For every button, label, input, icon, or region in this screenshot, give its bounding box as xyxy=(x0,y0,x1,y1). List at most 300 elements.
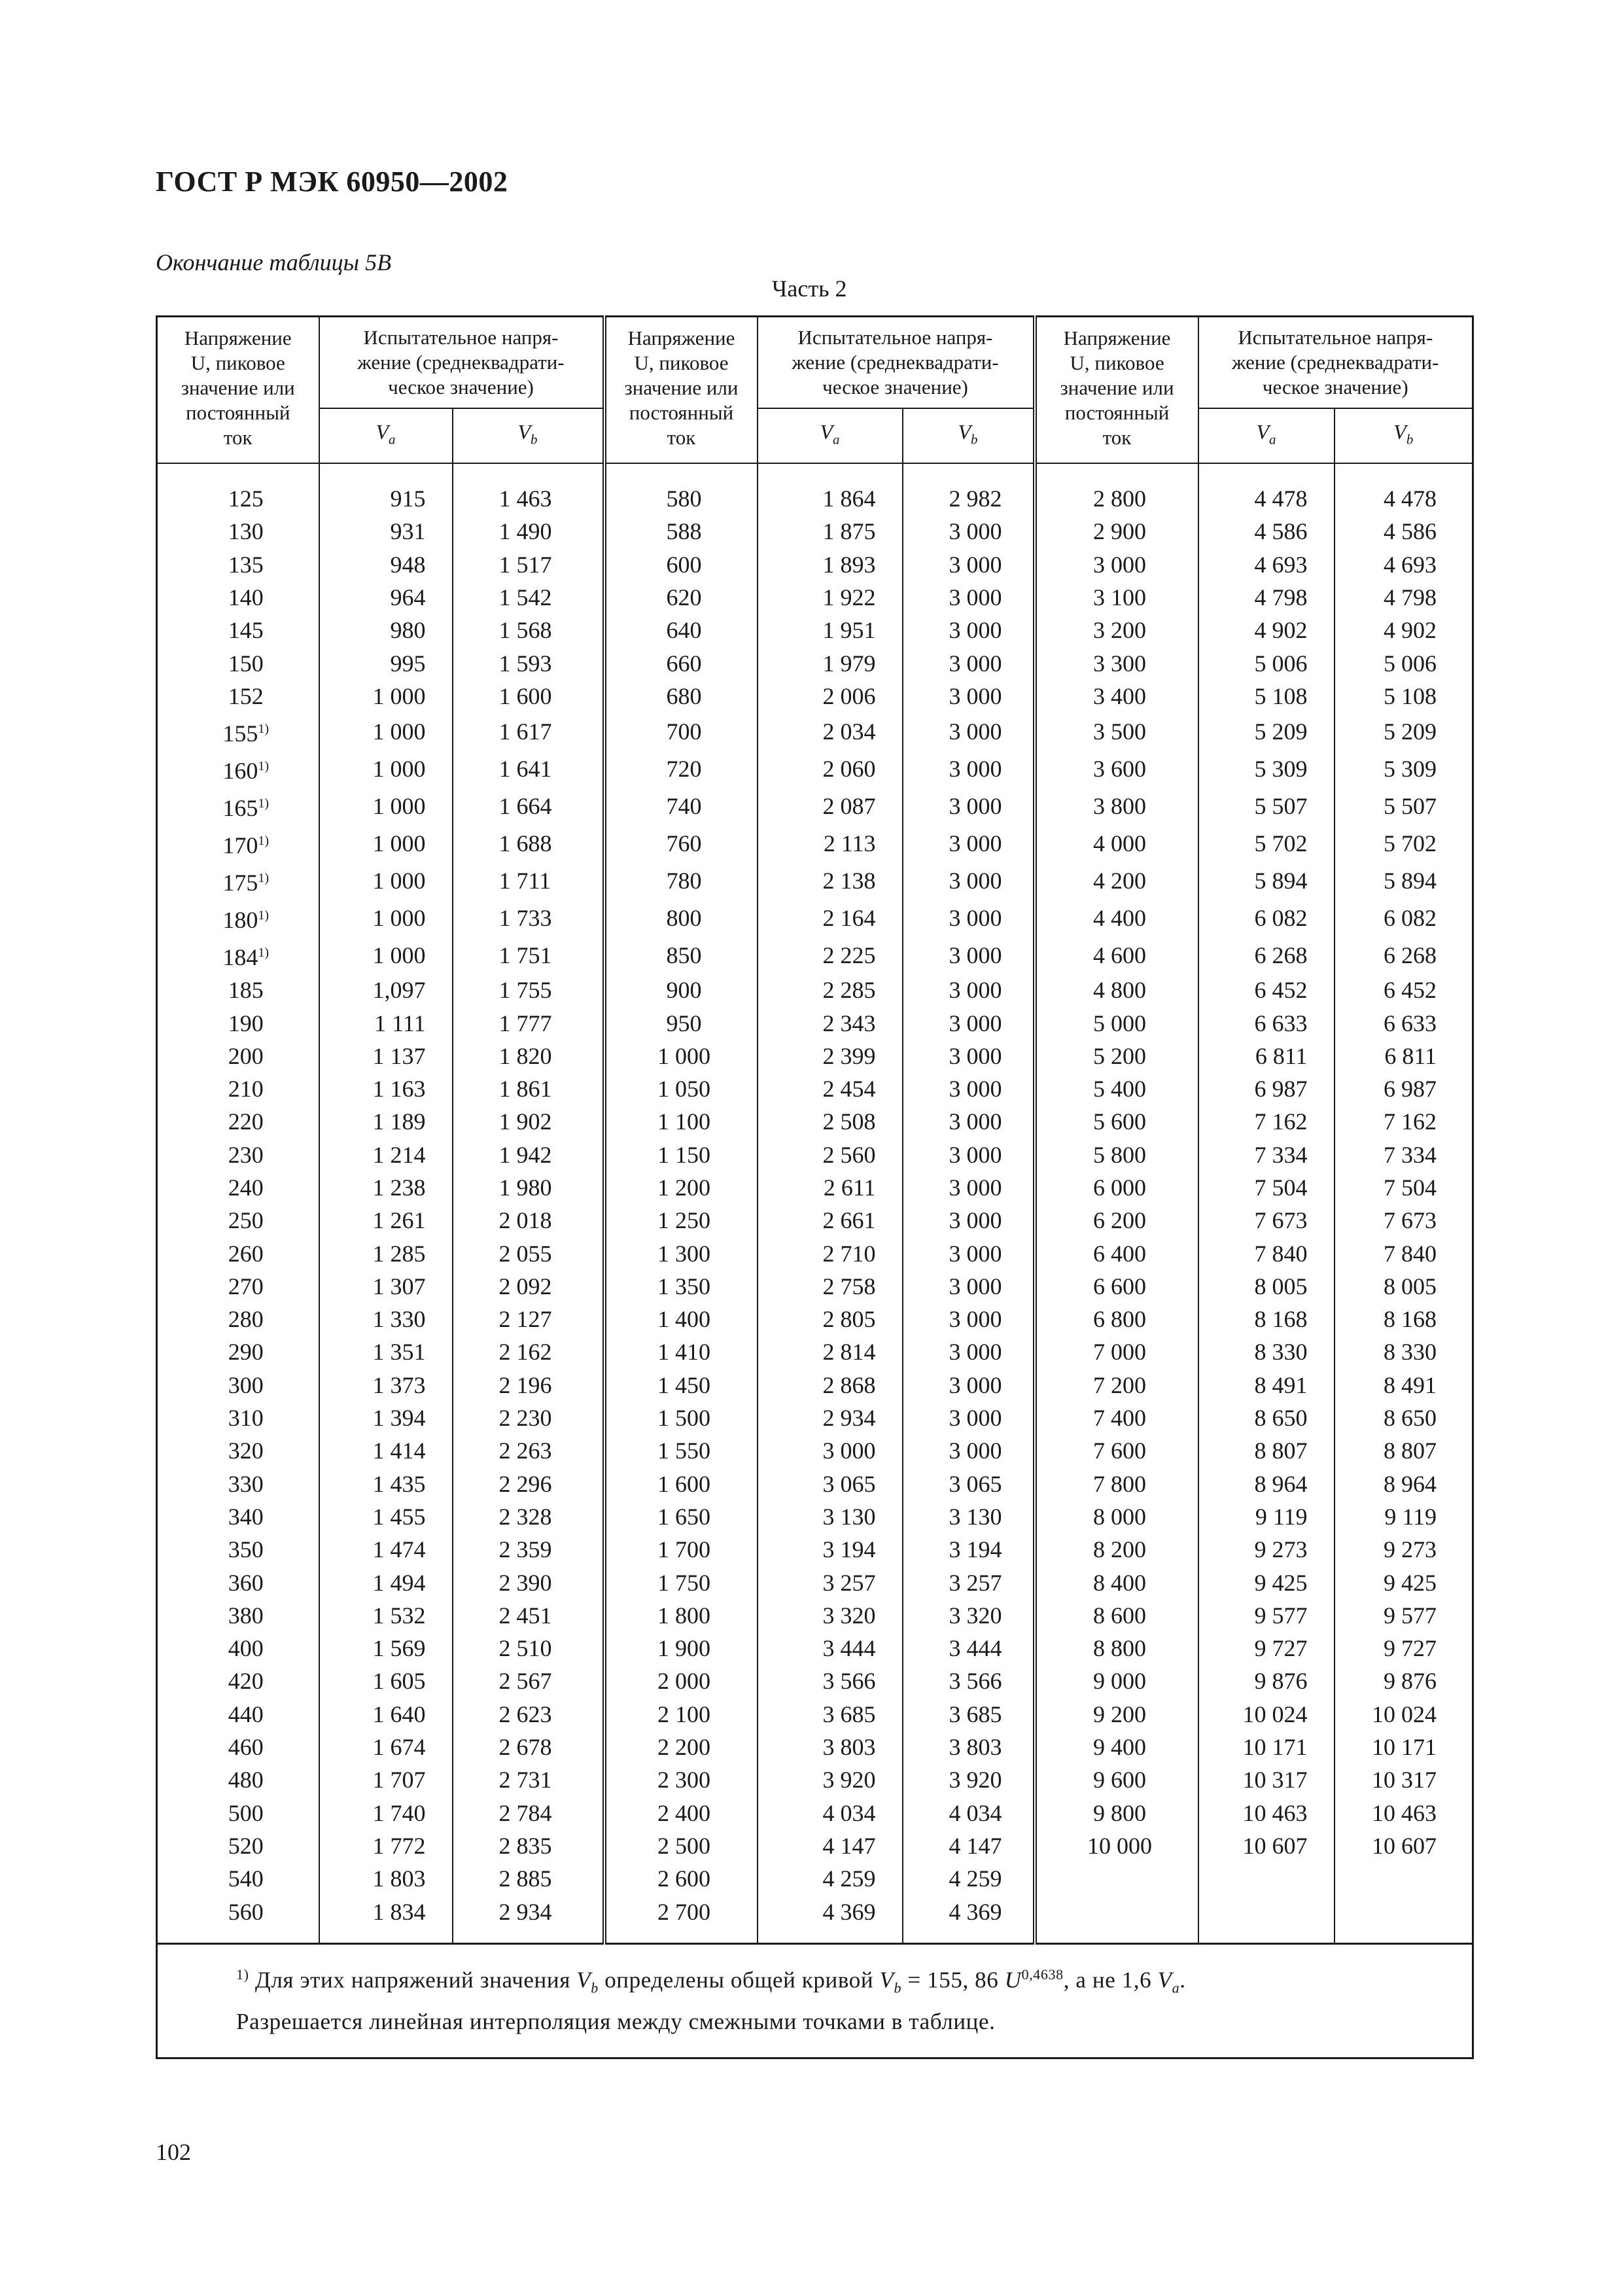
cell-u1: 350 xyxy=(157,1533,319,1566)
cell-u2: 660 xyxy=(604,646,758,679)
cell-vb2: 3 566 xyxy=(903,1665,1035,1697)
cell-va2: 2 661 xyxy=(758,1204,903,1237)
cell-vb1: 2 390 xyxy=(453,1566,604,1598)
cell-vb2: 3 000 xyxy=(903,824,1035,862)
col-header-test-voltage-3: Испытательное напря- жение (среднеквадрати- ческое значение) xyxy=(1198,317,1473,409)
footnote-marker: 1) xyxy=(258,796,270,811)
cell-vb3: 9 425 xyxy=(1335,1566,1473,1598)
cell-vb1: 2 885 xyxy=(453,1862,604,1895)
cell-vb2: 3 000 xyxy=(903,680,1035,713)
cell-vb1: 2 567 xyxy=(453,1665,604,1697)
table-row xyxy=(157,1237,1473,1269)
cell-u3: 5 000 xyxy=(1035,1006,1198,1039)
cell-u3: 3 800 xyxy=(1035,787,1198,824)
cell-vb3: 9 273 xyxy=(1335,1533,1473,1566)
cell-vb2: 3 065 xyxy=(903,1468,1035,1500)
cell-va3: 9 727 xyxy=(1198,1632,1335,1665)
table-row xyxy=(157,1303,1473,1335)
cell-u3: 2 900 xyxy=(1035,515,1198,548)
cell-u2: 2 700 xyxy=(604,1895,758,1928)
cell-u3: 5 400 xyxy=(1035,1072,1198,1105)
table-row xyxy=(157,750,1473,787)
cell-u3: 7 000 xyxy=(1035,1335,1198,1368)
cell-u3: 10 000 xyxy=(1035,1829,1198,1862)
cell-vb3: 10 024 xyxy=(1335,1698,1473,1731)
table-row xyxy=(157,1335,1473,1368)
cell-vb1: 1 593 xyxy=(453,646,604,679)
cell-vb3: 10 607 xyxy=(1335,1829,1473,1862)
cell-u2: 1 300 xyxy=(604,1237,758,1269)
cell-va3: 5 209 xyxy=(1198,713,1335,750)
cell-u3: 3 600 xyxy=(1035,750,1198,787)
cell-va1: 1 189 xyxy=(319,1105,453,1138)
cell-va2: 3 920 xyxy=(758,1763,903,1796)
cell-u1: 420 xyxy=(157,1665,319,1697)
cell-va2: 4 369 xyxy=(758,1895,903,1928)
cell-va1: 1 494 xyxy=(319,1566,453,1598)
cell-va2: 2 060 xyxy=(758,750,903,787)
cell-u3: 6 200 xyxy=(1035,1204,1198,1237)
cell-vb3: 6 452 xyxy=(1335,974,1473,1006)
table-row xyxy=(157,1829,1473,1862)
cell-u2: 2 200 xyxy=(604,1731,758,1763)
cell-vb3: 5 209 xyxy=(1335,713,1473,750)
cell-vb3: 9 876 xyxy=(1335,1665,1473,1697)
cell-u1: 130 xyxy=(157,515,319,548)
cell-u1: 310 xyxy=(157,1402,319,1434)
table-row xyxy=(157,1072,1473,1105)
cell-va2: 2 285 xyxy=(758,974,903,1006)
cell-va2: 2 138 xyxy=(758,862,903,899)
cell-u3: 3 300 xyxy=(1035,646,1198,679)
cell-va3 xyxy=(1198,1862,1335,1895)
table-row xyxy=(157,614,1473,646)
cell-va1: 1 674 xyxy=(319,1731,453,1763)
cell-va3: 10 024 xyxy=(1198,1698,1335,1731)
cell-va2: 2 454 xyxy=(758,1072,903,1105)
cell-u1: 150 xyxy=(157,646,319,679)
cell-u3: 3 200 xyxy=(1035,614,1198,646)
table-row xyxy=(157,1862,1473,1895)
cell-u1: 250 xyxy=(157,1204,319,1237)
cell-vb1: 2 092 xyxy=(453,1270,604,1303)
cell-vb3: 6 987 xyxy=(1335,1072,1473,1105)
cell-vb2: 3 000 xyxy=(903,1335,1035,1368)
cell-u3: 4 200 xyxy=(1035,862,1198,899)
cell-va1: 1 137 xyxy=(319,1040,453,1072)
cell-va1: 964 xyxy=(319,581,453,614)
table-row xyxy=(157,824,1473,862)
cell-va1: 1 803 xyxy=(319,1862,453,1895)
cell-u1: 380 xyxy=(157,1599,319,1632)
table-row xyxy=(157,1632,1473,1665)
cell-vb3: 4 693 xyxy=(1335,548,1473,581)
cell-u3: 9 600 xyxy=(1035,1763,1198,1796)
col-header-vb-3: $V_b$ xyxy=(1335,408,1473,463)
cell-u1: 230 xyxy=(157,1139,319,1171)
cell-va3: 5 309 xyxy=(1198,750,1335,787)
cell-vb2: 3 000 xyxy=(903,1171,1035,1204)
cell-vb3: 10 463 xyxy=(1335,1797,1473,1829)
cell-u1: 330 xyxy=(157,1468,319,1500)
col-header-test-voltage-1: Испытательное напря- жение (среднеквадрати- ческое значение) xyxy=(319,317,604,409)
cell-u1: 184$^{1)}$ xyxy=(157,936,319,974)
cell-va2: 3 444 xyxy=(758,1632,903,1665)
cell-vb1: 1 463 xyxy=(453,482,604,515)
cell-u1: 320 xyxy=(157,1434,319,1467)
cell-u3: 9 200 xyxy=(1035,1698,1198,1731)
cell-u1: 220 xyxy=(157,1105,319,1138)
cell-u3: 6 400 xyxy=(1035,1237,1198,1269)
table-row xyxy=(157,1468,1473,1500)
footnote-marker: 1) xyxy=(258,722,270,737)
cell-vb1: 1 664 xyxy=(453,787,604,824)
footnote-marker: 1) xyxy=(258,759,270,774)
cell-va1: 1 474 xyxy=(319,1533,453,1566)
cell-va1: 1 330 xyxy=(319,1303,453,1335)
cell-va1: 1 000 xyxy=(319,713,453,750)
cell-va1: 1 285 xyxy=(319,1237,453,1269)
cell-u3: 7 400 xyxy=(1035,1402,1198,1434)
cell-vb2: 4 369 xyxy=(903,1895,1035,1928)
table-row xyxy=(157,1599,1473,1632)
cell-vb2: 3 000 xyxy=(903,581,1035,614)
cell-va2: 1 875 xyxy=(758,515,903,548)
cell-vb2: 4 147 xyxy=(903,1829,1035,1862)
cell-va2: 3 000 xyxy=(758,1434,903,1467)
cell-va1: 1 000 xyxy=(319,899,453,936)
table-row xyxy=(157,680,1473,713)
cell-va2: 3 065 xyxy=(758,1468,903,1500)
cell-vb1: 2 296 xyxy=(453,1468,604,1500)
cell-vb2: 3 000 xyxy=(903,1139,1035,1171)
table-row xyxy=(157,862,1473,899)
footnote-line-2: Разрешается линейная интерполяция между смежными точками в таблице. xyxy=(236,2009,996,2035)
cell-vb3: 8 330 xyxy=(1335,1335,1473,1368)
cell-vb2: 3 000 xyxy=(903,1369,1035,1402)
cell-u2: 800 xyxy=(604,899,758,936)
cell-vb1: 1 641 xyxy=(453,750,604,787)
cell-vb2: 3 000 xyxy=(903,646,1035,679)
cell-vb1: 1 568 xyxy=(453,614,604,646)
cell-u3: 6 000 xyxy=(1035,1171,1198,1204)
table-row xyxy=(157,482,1473,515)
cell-u3: 6 600 xyxy=(1035,1270,1198,1303)
cell-vb2: 3 920 xyxy=(903,1763,1035,1796)
cell-vb1: 1 902 xyxy=(453,1105,604,1138)
cell-va2: 2 164 xyxy=(758,899,903,936)
cell-u1: 520 xyxy=(157,1829,319,1862)
cell-vb3: 8 168 xyxy=(1335,1303,1473,1335)
table-row xyxy=(157,713,1473,750)
cell-u2: 1 650 xyxy=(604,1500,758,1533)
cell-va3: 4 586 xyxy=(1198,515,1335,548)
cell-va3: 6 268 xyxy=(1198,936,1335,974)
cell-va1: 1 111 xyxy=(319,1006,453,1039)
cell-va2: 2 034 xyxy=(758,713,903,750)
cell-va3: 6 082 xyxy=(1198,899,1335,936)
table-row xyxy=(157,548,1473,581)
cell-vb1: 2 162 xyxy=(453,1335,604,1368)
cell-vb1: 1 542 xyxy=(453,581,604,614)
cell-vb2: 3 000 xyxy=(903,899,1035,936)
cell-u1: 290 xyxy=(157,1335,319,1368)
cell-u1: 135 xyxy=(157,548,319,581)
document-title: ГОСТ Р МЭК 60950—2002 xyxy=(156,166,508,198)
cell-u2: 1 750 xyxy=(604,1566,758,1598)
cell-u1: 185 xyxy=(157,974,319,1006)
cell-vb3: 9 119 xyxy=(1335,1500,1473,1533)
cell-u2: 700 xyxy=(604,713,758,750)
cell-vb2: 3 000 xyxy=(903,1040,1035,1072)
cell-va1: 1 834 xyxy=(319,1895,453,1928)
cell-vb2: 3 000 xyxy=(903,1402,1035,1434)
cell-u1: 240 xyxy=(157,1171,319,1204)
cell-u3: 3 400 xyxy=(1035,680,1198,713)
cell-vb1: 2 510 xyxy=(453,1632,604,1665)
cell-vb1: 1 861 xyxy=(453,1072,604,1105)
cell-vb2: 3 000 xyxy=(903,936,1035,974)
cell-u1: 260 xyxy=(157,1237,319,1269)
cell-va1: 1 000 xyxy=(319,787,453,824)
table-body xyxy=(157,463,1473,1943)
cell-va3: 7 334 xyxy=(1198,1139,1335,1171)
cell-va1: 1,097 xyxy=(319,974,453,1006)
cell-va3: 8 650 xyxy=(1198,1402,1335,1434)
cell-u2: 760 xyxy=(604,824,758,862)
cell-va1: 1 605 xyxy=(319,1665,453,1697)
cell-vb3: 7 673 xyxy=(1335,1204,1473,1237)
cell-vb1: 1 711 xyxy=(453,862,604,899)
cell-va1: 1 772 xyxy=(319,1829,453,1862)
cell-u1: 480 xyxy=(157,1763,319,1796)
cell-vb1: 2 055 xyxy=(453,1237,604,1269)
col-header-va-2: $V_a$ xyxy=(758,408,903,463)
cell-va3: 9 273 xyxy=(1198,1533,1335,1566)
cell-u1: 140 xyxy=(157,581,319,614)
cell-vb3: 8 650 xyxy=(1335,1402,1473,1434)
table-row xyxy=(157,1402,1473,1434)
cell-vb2: 3 444 xyxy=(903,1632,1035,1665)
cell-vb3: 5 309 xyxy=(1335,750,1473,787)
cell-vb2: 4 259 xyxy=(903,1862,1035,1895)
cell-va1: 1 532 xyxy=(319,1599,453,1632)
cell-vb3: 6 082 xyxy=(1335,899,1473,936)
cell-u3: 4 800 xyxy=(1035,974,1198,1006)
cell-va3: 8 330 xyxy=(1198,1335,1335,1368)
cell-vb2: 3 000 xyxy=(903,1237,1035,1269)
cell-u2: 2 300 xyxy=(604,1763,758,1796)
cell-va1: 931 xyxy=(319,515,453,548)
cell-vb3: 4 902 xyxy=(1335,614,1473,646)
cell-u2: 780 xyxy=(604,862,758,899)
table-row xyxy=(157,1434,1473,1467)
cell-u3: 7 600 xyxy=(1035,1434,1198,1467)
cell-va1: 1 394 xyxy=(319,1402,453,1434)
cell-va2: 2 087 xyxy=(758,787,903,824)
table-caption: Окончание таблицы 5В xyxy=(156,249,392,275)
footnote-marker: 1) xyxy=(258,945,270,961)
cell-u2: 850 xyxy=(604,936,758,974)
cell-u1: 200 xyxy=(157,1040,319,1072)
footnote-marker: 1) xyxy=(258,834,270,849)
cell-vb1: 2 835 xyxy=(453,1829,604,1862)
cell-va3: 8 964 xyxy=(1198,1468,1335,1500)
cell-vb2: 3 000 xyxy=(903,1072,1035,1105)
cell-va3: 4 798 xyxy=(1198,581,1335,614)
cell-vb2: 3 000 xyxy=(903,750,1035,787)
cell-u3: 8 200 xyxy=(1035,1533,1198,1566)
cell-vb3: 6 811 xyxy=(1335,1040,1473,1072)
cell-u2: 2 000 xyxy=(604,1665,758,1697)
cell-va3: 7 840 xyxy=(1198,1237,1335,1269)
cell-u2: 640 xyxy=(604,614,758,646)
cell-va3: 5 006 xyxy=(1198,646,1335,679)
cell-va1: 1 163 xyxy=(319,1072,453,1105)
cell-u1: 165$^{1)}$ xyxy=(157,787,319,824)
cell-va3: 5 894 xyxy=(1198,862,1335,899)
cell-vb3: 6 633 xyxy=(1335,1006,1473,1039)
table-row xyxy=(157,1369,1473,1402)
cell-va2: 3 566 xyxy=(758,1665,903,1697)
cell-u2: 1 200 xyxy=(604,1171,758,1204)
cell-vb1: 2 451 xyxy=(453,1599,604,1632)
cell-u2: 600 xyxy=(604,548,758,581)
cell-u2: 1 700 xyxy=(604,1533,758,1566)
cell-u1: 280 xyxy=(157,1303,319,1335)
cell-va2: 2 934 xyxy=(758,1402,903,1434)
cell-vb1: 2 230 xyxy=(453,1402,604,1434)
cell-va1: 1 640 xyxy=(319,1698,453,1731)
cell-vb2: 3 000 xyxy=(903,713,1035,750)
cell-va3: 10 171 xyxy=(1198,1731,1335,1763)
cell-vb2: 3 000 xyxy=(903,548,1035,581)
cell-u3: 9 400 xyxy=(1035,1731,1198,1763)
cell-vb1: 2 623 xyxy=(453,1698,604,1731)
cell-u3 xyxy=(1035,1862,1198,1895)
cell-vb3: 4 586 xyxy=(1335,515,1473,548)
cell-vb3: 7 504 xyxy=(1335,1171,1473,1204)
cell-va1: 1 238 xyxy=(319,1171,453,1204)
table-row xyxy=(157,1270,1473,1303)
cell-vb3: 7 162 xyxy=(1335,1105,1473,1138)
cell-u1: 145 xyxy=(157,614,319,646)
cell-va3: 6 811 xyxy=(1198,1040,1335,1072)
cell-u3: 8 400 xyxy=(1035,1566,1198,1598)
cell-va2: 2 805 xyxy=(758,1303,903,1335)
cell-va3: 7 504 xyxy=(1198,1171,1335,1204)
cell-va1: 915 xyxy=(319,482,453,515)
cell-vb1: 2 934 xyxy=(453,1895,604,1928)
cell-vb1: 1 490 xyxy=(453,515,604,548)
cell-u2: 1 250 xyxy=(604,1204,758,1237)
table-row xyxy=(157,1895,1473,1928)
cell-va2: 3 194 xyxy=(758,1533,903,1566)
cell-va2: 3 685 xyxy=(758,1698,903,1731)
cell-u3: 4 600 xyxy=(1035,936,1198,974)
cell-va1: 1 000 xyxy=(319,936,453,974)
cell-va2: 4 034 xyxy=(758,1797,903,1829)
cell-vb2: 3 000 xyxy=(903,515,1035,548)
cell-u2: 1 350 xyxy=(604,1270,758,1303)
cell-vb1: 2 196 xyxy=(453,1369,604,1402)
cell-vb3: 9 727 xyxy=(1335,1632,1473,1665)
cell-va2: 1 922 xyxy=(758,581,903,614)
page-number: 102 xyxy=(156,2139,191,2165)
cell-vb2: 3 000 xyxy=(903,1434,1035,1467)
cell-vb2: 3 000 xyxy=(903,787,1035,824)
cell-va2: 2 710 xyxy=(758,1237,903,1269)
cell-u2: 2 500 xyxy=(604,1829,758,1862)
cell-va1: 1 569 xyxy=(319,1632,453,1665)
table-row xyxy=(157,1763,1473,1796)
cell-u3: 8 600 xyxy=(1035,1599,1198,1632)
cell-va3: 9 119 xyxy=(1198,1500,1335,1533)
cell-u2: 1 410 xyxy=(604,1335,758,1368)
cell-vb3: 5 507 xyxy=(1335,787,1473,824)
cell-va3: 7 673 xyxy=(1198,1204,1335,1237)
cell-u2: 1 600 xyxy=(604,1468,758,1500)
cell-vb3: 10 171 xyxy=(1335,1731,1473,1763)
cell-va3: 4 902 xyxy=(1198,614,1335,646)
cell-va1: 948 xyxy=(319,548,453,581)
cell-vb1: 2 359 xyxy=(453,1533,604,1566)
cell-vb2: 3 000 xyxy=(903,862,1035,899)
cell-u2: 950 xyxy=(604,1006,758,1039)
cell-va2: 3 130 xyxy=(758,1500,903,1533)
cell-vb3: 5 702 xyxy=(1335,824,1473,862)
table-row xyxy=(157,787,1473,824)
footnote-marker: 1) xyxy=(258,871,270,886)
cell-va3: 8 168 xyxy=(1198,1303,1335,1335)
cell-u1: 170$^{1)}$ xyxy=(157,824,319,862)
table-row xyxy=(157,1500,1473,1533)
cell-va2: 3 320 xyxy=(758,1599,903,1632)
cell-vb1: 2 731 xyxy=(453,1763,604,1796)
cell-vb1: 1 751 xyxy=(453,936,604,974)
footnote-marker: 1) xyxy=(258,908,270,923)
cell-va2: 2 611 xyxy=(758,1171,903,1204)
cell-va3: 10 607 xyxy=(1198,1829,1335,1862)
cell-u3: 3 500 xyxy=(1035,713,1198,750)
cell-va1: 995 xyxy=(319,646,453,679)
cell-va3: 8 005 xyxy=(1198,1270,1335,1303)
cell-u2: 2 600 xyxy=(604,1862,758,1895)
cell-va1: 980 xyxy=(319,614,453,646)
cell-u1: 210 xyxy=(157,1072,319,1105)
table-part-label: Часть 2 xyxy=(772,275,847,302)
cell-va2: 2 508 xyxy=(758,1105,903,1138)
cell-va3: 10 317 xyxy=(1198,1763,1335,1796)
cell-u1: 400 xyxy=(157,1632,319,1665)
cell-va1: 1 373 xyxy=(319,1369,453,1402)
cell-va1: 1 261 xyxy=(319,1204,453,1237)
cell-u3: 8 800 xyxy=(1035,1632,1198,1665)
cell-va3: 8 807 xyxy=(1198,1434,1335,1467)
cell-u2: 1 800 xyxy=(604,1599,758,1632)
cell-va2: 4 259 xyxy=(758,1862,903,1895)
table-row xyxy=(157,974,1473,1006)
cell-u1: 175$^{1)}$ xyxy=(157,862,319,899)
cell-vb3: 8 964 xyxy=(1335,1468,1473,1500)
cell-vb2: 3 000 xyxy=(903,1303,1035,1335)
cell-vb2: 3 257 xyxy=(903,1566,1035,1598)
cell-u2: 1 900 xyxy=(604,1632,758,1665)
cell-va1: 1 414 xyxy=(319,1434,453,1467)
cell-u3: 7 800 xyxy=(1035,1468,1198,1500)
cell-vb1: 1 980 xyxy=(453,1171,604,1204)
cell-vb3 xyxy=(1335,1895,1473,1928)
